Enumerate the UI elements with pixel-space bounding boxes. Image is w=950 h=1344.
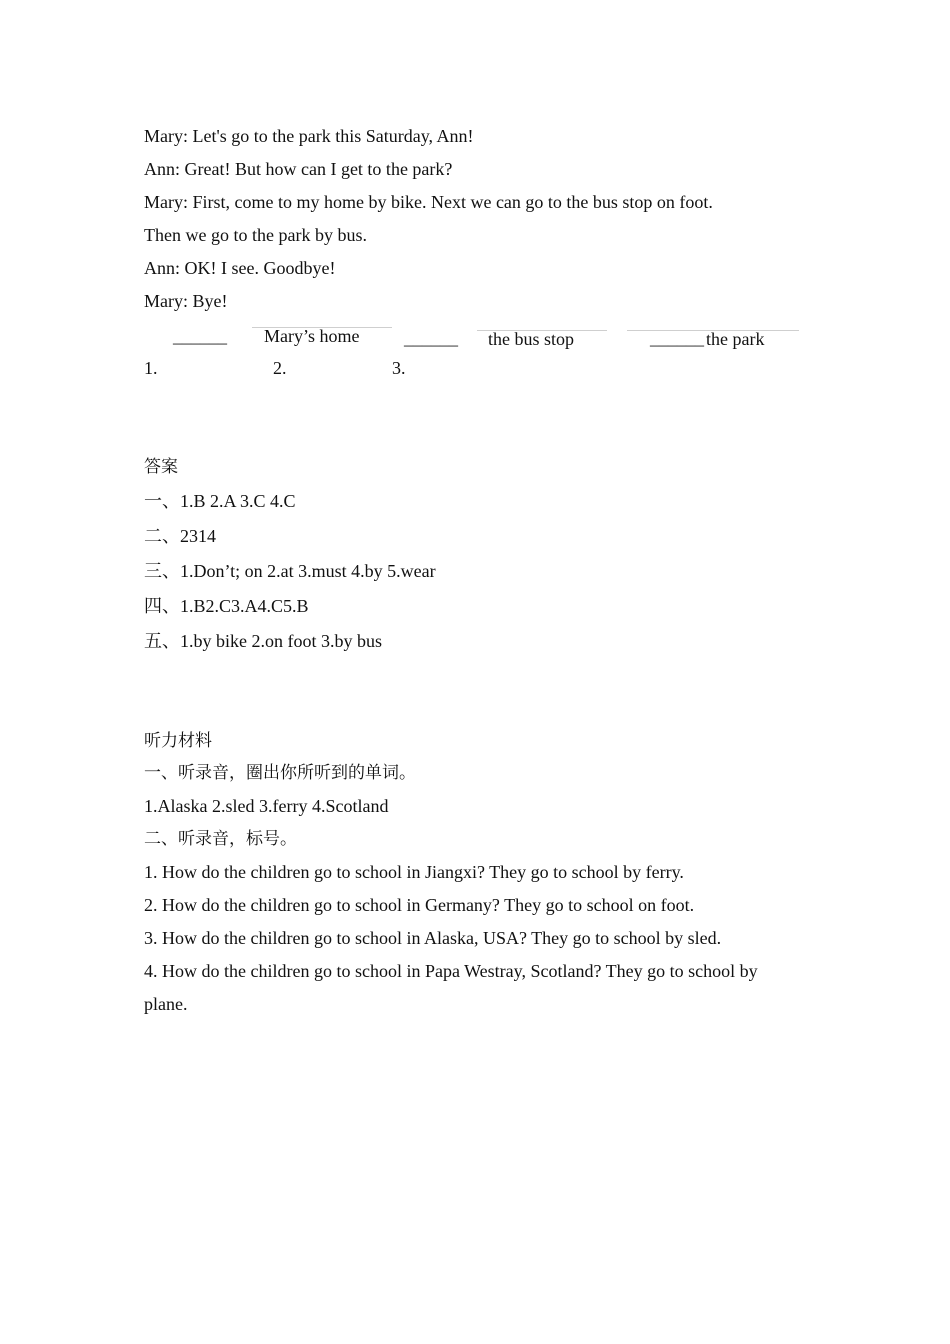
route-blank-3[interactable]: ______	[650, 328, 704, 348]
route-blank-2[interactable]: ______	[404, 328, 458, 348]
listening-part1-title: 一、听录音，圈出你所听到的单词。	[144, 763, 416, 783]
listening-item-1: 1. How do the children go to school in Jiangxi? They go to school by ferry.	[144, 862, 684, 882]
listening-heading: 听力材料	[144, 731, 212, 751]
route-number-2: 2.	[273, 358, 287, 378]
listening-item-4: 4. How do the children go to school in Papa Westray, Scotland? They go to school by	[144, 961, 758, 981]
route-number-3: 3.	[392, 358, 406, 378]
route-blank-1[interactable]: ______	[173, 326, 227, 346]
listening-part2-title: 二、听录音，标号。	[144, 829, 297, 849]
route-number-1: 1.	[144, 358, 158, 378]
listening-item-4-continued: plane.	[144, 994, 188, 1014]
dialogue-line-4: Then we go to the park by bus.	[144, 225, 367, 245]
answers-heading: 答案	[144, 457, 178, 477]
answer-item-3: 三、1.Don’t; on 2.at 3.must 4.by 5.wear	[144, 561, 436, 581]
answer-item-2: 二、2314	[144, 526, 216, 546]
listening-item-3: 3. How do the children go to school in Alaska, USA? They go to school by sled.	[144, 928, 722, 948]
stop-label-bus-stop: the bus stop	[488, 329, 575, 349]
dialogue-line-3: Mary: First, come to my home by bike. Next we can go to the bus stop on foot.	[144, 192, 713, 212]
stop-label-marys-home: Mary’s home	[264, 326, 360, 346]
stop-label-park: the park	[706, 329, 765, 349]
dialogue-line-5: Ann: OK! I see. Goodbye!	[144, 258, 336, 278]
listening-part1-words: 1.Alaska 2.sled 3.ferry 4.Scotland	[144, 796, 389, 816]
dialogue-line-2: Ann: Great! But how can I get to the park?	[144, 159, 453, 179]
dialogue-line-1: Mary: Let's go to the park this Saturday, Ann!	[144, 126, 474, 146]
listening-item-2: 2. How do the children go to school in Germany? They go to school on foot.	[144, 895, 695, 915]
answer-item-5: 五、1.by bike 2.on foot 3.by bus	[144, 631, 382, 651]
answer-item-4: 四、1.B2.C3.A4.C5.B	[144, 596, 309, 616]
answer-item-1: 一、1.B 2.A 3.C 4.C	[144, 491, 296, 511]
dialogue-line-6: Mary: Bye!	[144, 291, 228, 311]
